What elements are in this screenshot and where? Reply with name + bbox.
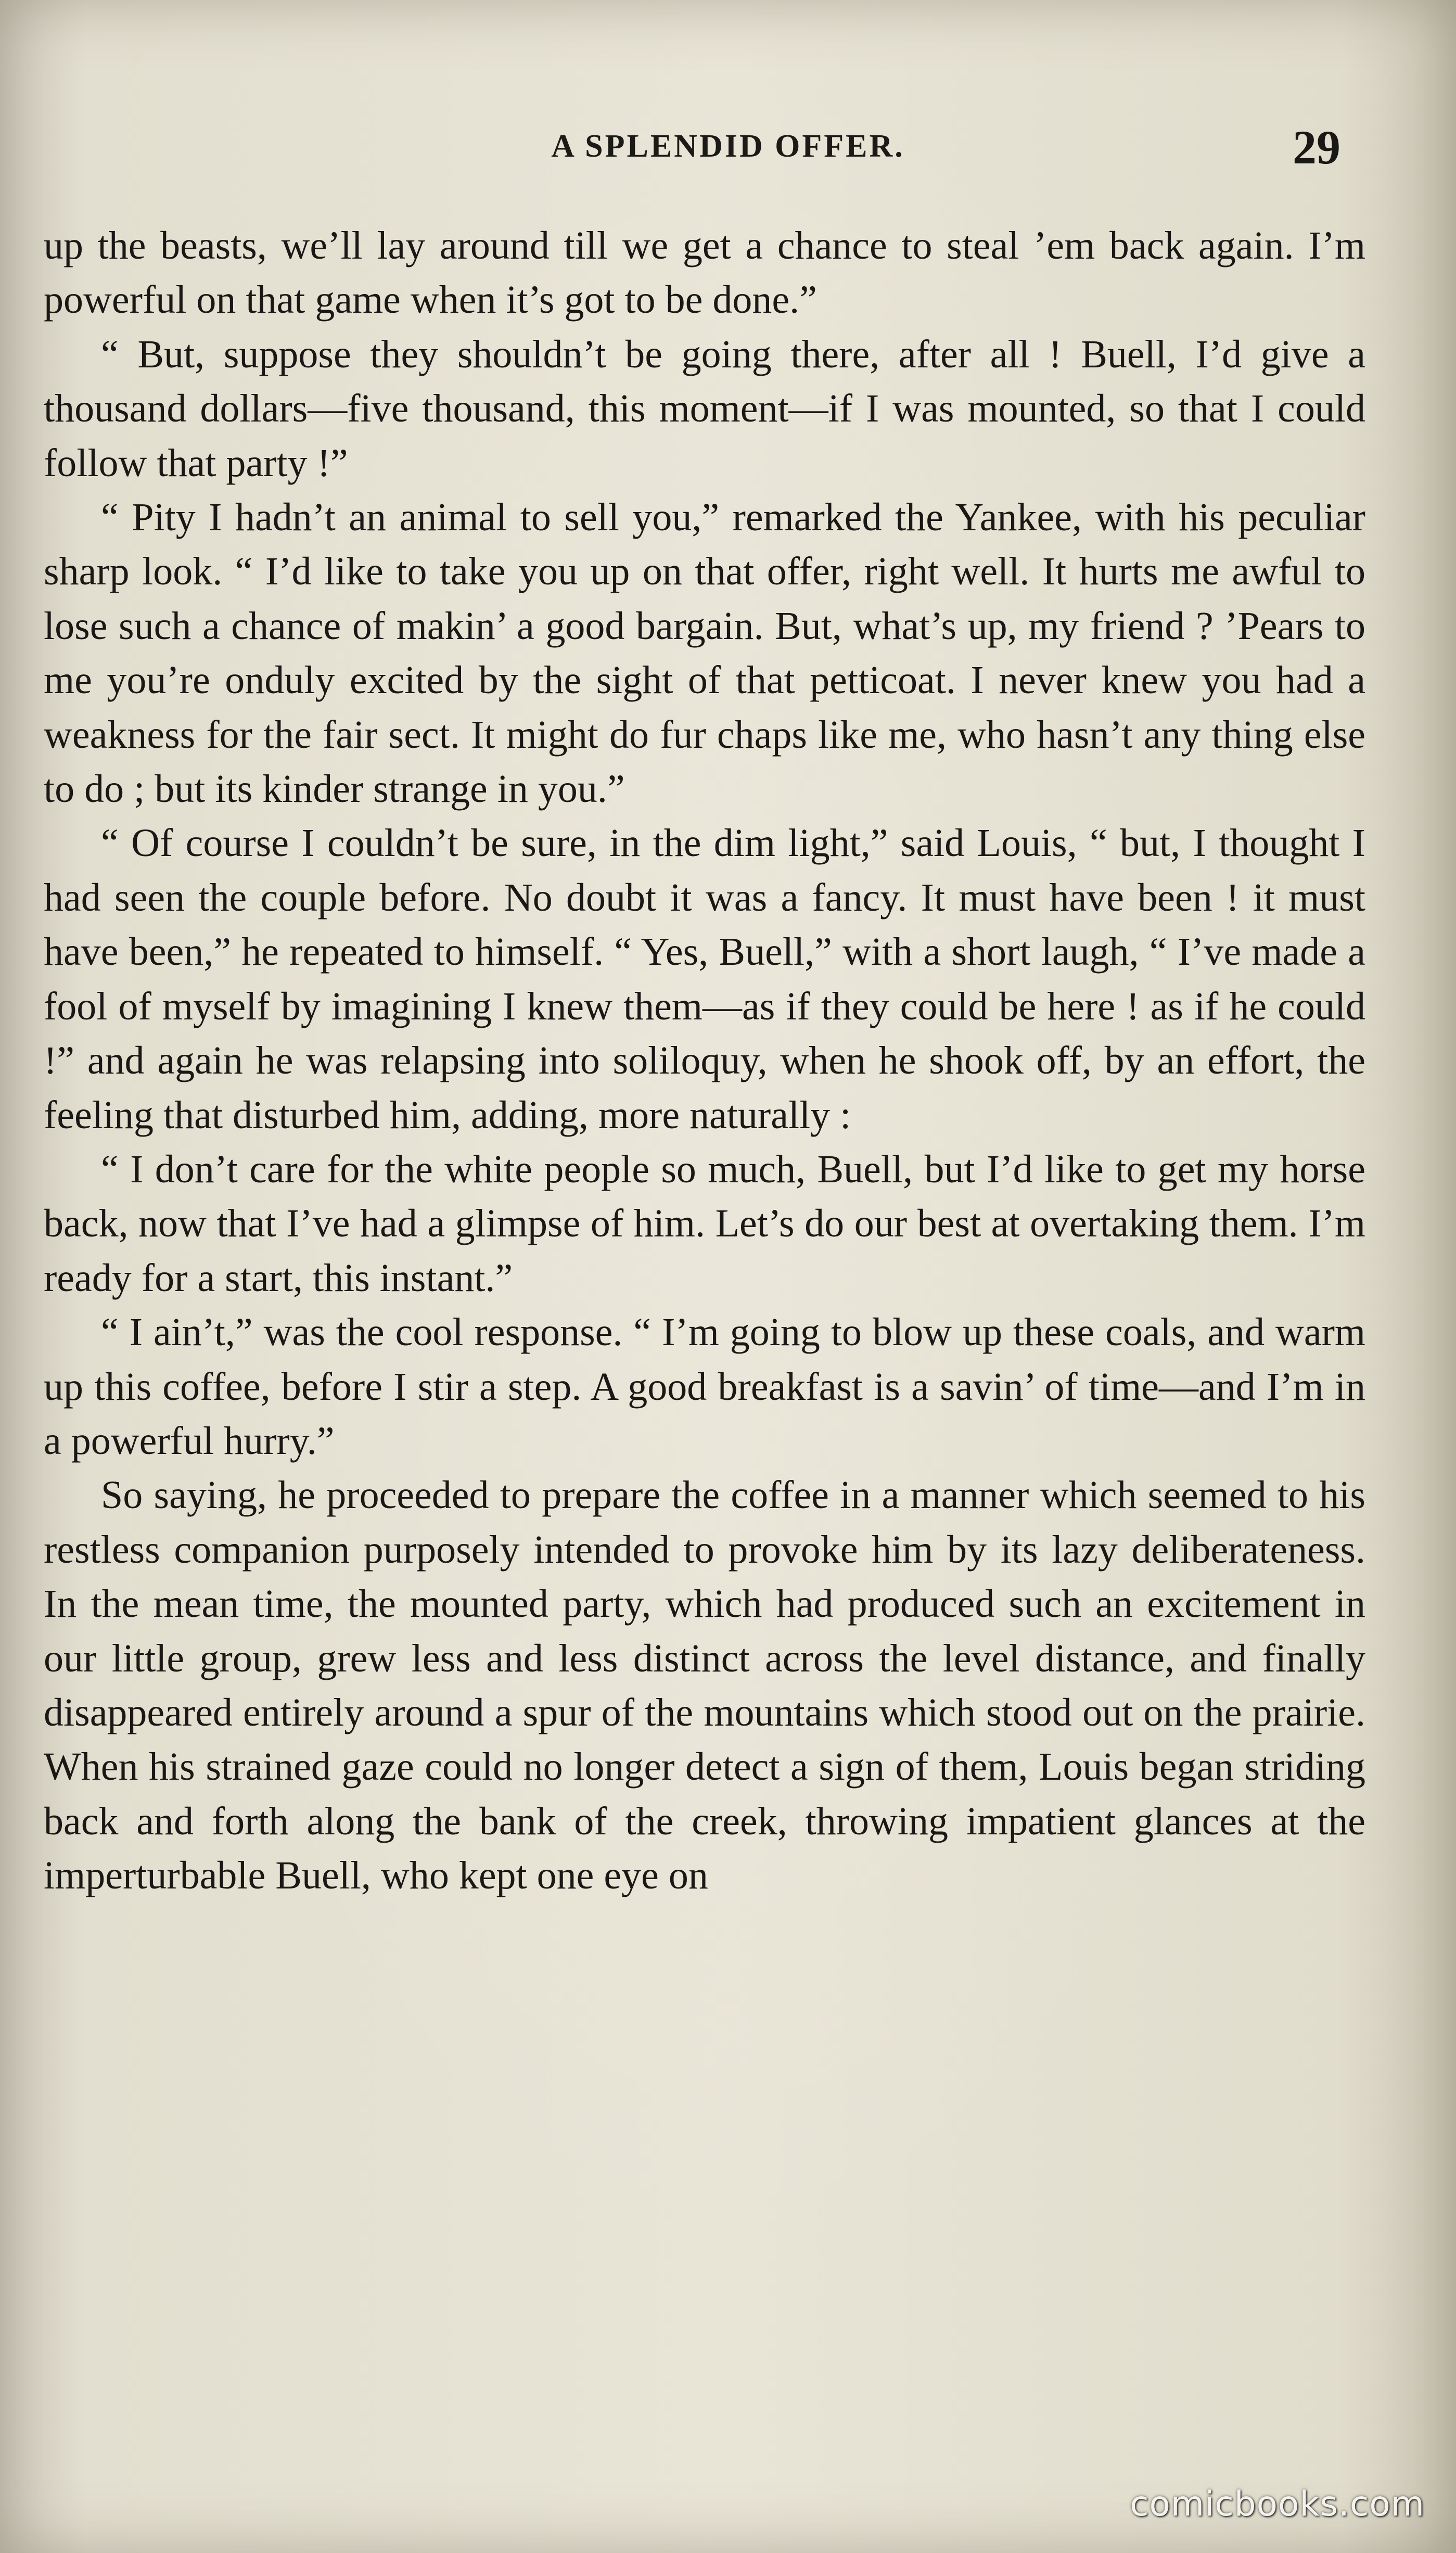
paragraph-4: “ Of course I couldn’t be sure, in the dim light,” said Louis, “ but, I thought I had seen the couple before. No doubt it was a fancy. It must have been ! it must have been,” he repeated to himself. “ Yes, Buell,” with a short laugh, “ I’ve made a fool of myself by imagining I knew them—as if they could be here ! as if he could !” and again he was relapsing into soliloquy, when he shook off, by an effort, the feeling that disturbed him, adding, more naturally : — [44, 821, 1365, 1137]
body-text — [44, 219, 1365, 1903]
paragraph-5: “ I don’t care for the white people so much, Buell, but I’d like to get my horse back, now that I’ve had a glimpse of him. Let’s do our best at overtaking them. I’m ready for a start, this instant.” — [44, 1147, 1365, 1300]
page-header — [0, 113, 1456, 176]
paragraph-7: So saying, he proceeded to prepare the coffee in a manner which seemed to his restless companion purposely intended to provoke him by its lazy deliberateness. In the mean time, the mounted party, which had produced such an excitement in our little group, grew less and less distinct across the level distance, and finally disappeared entirely around a spur of the mountains which stood out on the prairie. When his strained gaze could no longer detect a sign of them, Louis began striding back and forth along the bank of the creek, throwing impatient glances at the imperturbable Buell, who kept one eye on — [44, 1473, 1365, 1898]
running-title: A SPLENDID OFFER. — [551, 129, 905, 164]
watermark: comicbooks.com — [1130, 2484, 1425, 2524]
page-number: 29 — [1293, 121, 1340, 174]
paragraph-1: up the beasts, we’ll lay around till we get a chance to steal ’em back again. I’m powerful on that game when it’s got to be done.” — [44, 224, 1365, 322]
paragraph-6: “ I ain’t,” was the cool response. “ I’m going to blow up these coals, and warm up this coffee, before I stir a step. A good breakfast is a savin’ of time—and I’m in a powerful hurry.” — [44, 1310, 1365, 1463]
paragraph-3: “ Pity I hadn’t an animal to sell you,” remarked the Yankee, with his peculiar sharp look. “ I’d like to take you up on that offer, right well. It hurts me awful to lose such a chance of makin’ a good bargain. But, what’s up, my friend ? ’Pears to me you’re onduly excited by the sight of that petticoat. I never knew you had a weakness for the fair sect. It might do fur chaps like me, who hasn’t any thing else to do ; but its kinder strange in you.” — [44, 495, 1365, 811]
paragraph-2: “ But, suppose they shouldn’t be going there, after all ! Buell, I’d give a thousand dollars—five thousand, this moment—if I was mounted, so that I could follow that party !” — [44, 332, 1365, 485]
